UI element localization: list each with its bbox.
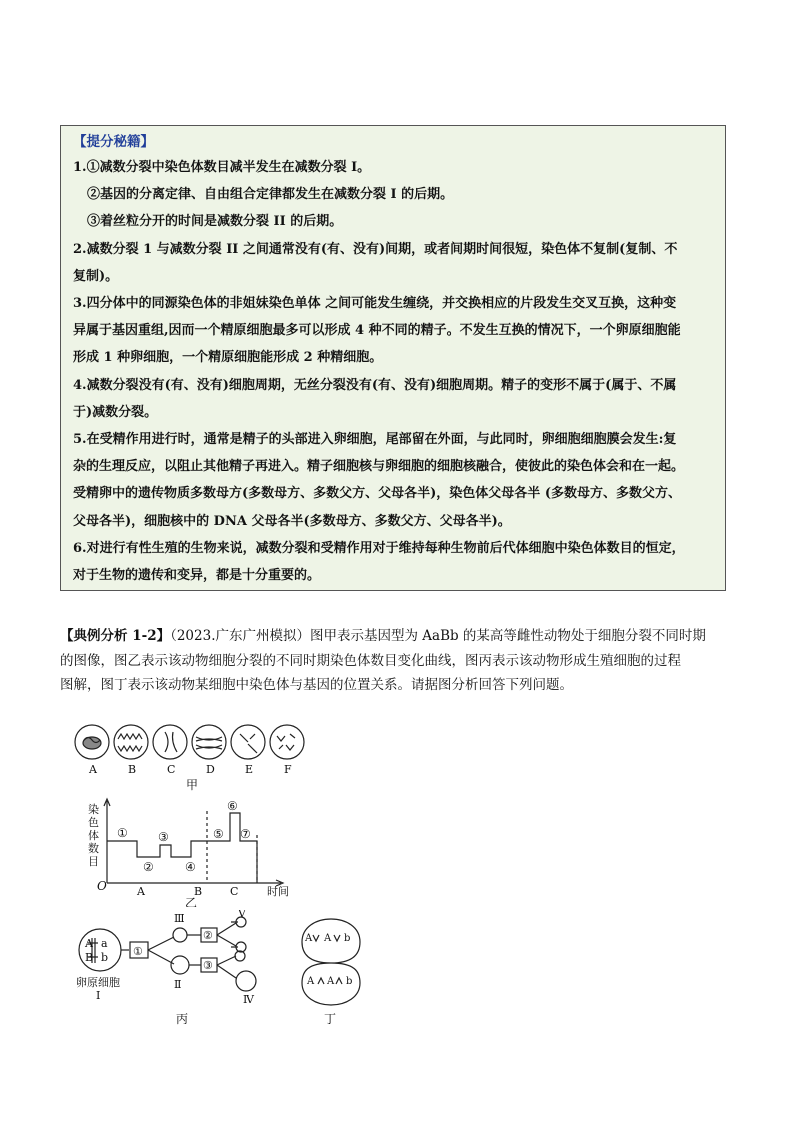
label-V: Ⅴ [238,910,246,920]
cell-f [270,725,304,759]
segment-mark-6: ⑥ [227,799,238,813]
segment-mark-4: ④ [185,860,196,874]
cell-label-b: B [128,763,137,776]
tip-line-10: 于)减数分裂。 [73,404,158,420]
x-axis-label: 时间 [267,885,289,898]
y-axis-label-3: 体 [88,829,99,842]
phase-label-a: A [137,885,145,898]
step-mark-2: ② [203,929,213,942]
ding-gene-bottom-3: b [346,976,353,987]
example-line-1 [60,624,732,649]
ding-gene-top-2: A [324,933,332,944]
tip-line-9: 4.减数分裂没有(有、没有)细胞周期，无丝分裂没有(有、没有)细胞周期。精子的变形不属于(属于、不属 [73,377,677,393]
tip-line-13: 受精卵中的遗传物质多数母方(多数母方、多数父方、父母各半)，染色体父母各半 (多数母方、多数父方、 [73,486,681,502]
phase-label-b: B [194,885,203,898]
y-axis-label-1: 染 [88,803,99,816]
figure-yi-caption: 乙 [185,896,198,907]
figure-jia [72,722,312,792]
oogonium-label: 卵原细胞 [76,976,120,989]
cell-label-a: A [89,763,97,776]
phase-label-c: C [230,885,239,898]
figure-yi [85,795,300,907]
tip-line-14: 父母各半)，细胞核中的 DNA 父母各半(多数母方、多数父方、父母各半)。 [73,513,511,529]
origin-label: O [97,879,107,893]
tip-line-3: ③着丝粒分开的时间是减数分裂 II 的后期。 [87,214,343,230]
gene-B-bottom: B [85,951,94,964]
segment-mark-3: ③ [158,830,169,844]
segment-mark-1: ① [117,826,128,840]
cell-III [173,928,187,942]
segment-mark-5: ⑤ [213,827,224,841]
y-axis-label-4: 数 [88,842,99,855]
cell-b [114,725,148,759]
tip-box-title: 【提分秘籍】 [73,134,154,150]
cell-d [192,725,226,759]
gene-A-top: A [85,937,93,950]
cell-c [153,725,187,759]
label-III: Ⅲ [174,912,185,925]
example-label: 【典例分析 1-2】 [60,628,171,644]
tip-line-2: ②基因的分离定律、自由组合定律都发生在减数分裂 I 的后期。 [87,187,454,203]
tip-line-6: 3.四分体中的同源染色体的非姐妹染色单体 之间可能发生缠绕，并交换相应的片段发生交叉互换，这种变 [73,296,677,312]
chromosome-curve [107,813,257,883]
dividing-cell-outline [302,919,360,1005]
egg-cell-IV [236,971,256,991]
cell-label-f: F [284,763,292,776]
label-IV: Ⅳ [243,993,254,1006]
oogonium-roman: I [96,989,101,1002]
figure-jia-caption: 甲 [186,778,199,792]
tip-line-15: 6.对进行有性生殖的生物来说，减数分裂和受精作用对于维持每种生物前后代体细胞中染色体数目的恒定， [73,540,685,556]
cell-label-d: D [206,763,215,776]
gene-b-bottom: b [101,951,109,964]
tip-line-11: 5.在受精作用进行时，通常是精子的头部进入卵细胞，尾部留在外面，与此同时，卵细胞细胞膜会发生:复 [73,432,677,448]
segment-mark-7: ⑦ [240,827,251,841]
tip-line-8: 形成 1 种卵细胞，一个精原细胞能形成 2 种精细胞。 [73,350,383,366]
tip-line-1: 1.①减数分裂中染色体数目减半发生在减数分裂 I。 [73,160,371,175]
step-mark-1: ① [133,945,143,958]
cell-e [231,725,265,759]
label-II: Ⅱ [174,978,182,991]
cell-label-e: E [245,763,254,776]
ding-gene-top-1: A [305,933,313,944]
figure-ding-caption: 丁 [324,1012,337,1025]
segment-mark-2: ② [143,860,154,874]
cell-a [75,725,109,759]
ding-gene-bottom-2: A [327,976,335,987]
cell-label-c: C [167,763,176,776]
tip-line-12: 杂的生理反应，以阻止其他精子再进入。精子细胞核与卵细胞的细胞核融合，使彼此的染色体会和在一起。 [73,459,685,475]
example-line-1-text: （2023.广东广州模拟）图甲表示基因型为 AaBb 的某高等雌性动物处于细胞分裂不同时期 [170,628,706,644]
y-axis-label-2: 色 [88,816,99,829]
tip-line-5: 复制)。 [73,268,119,284]
tip-line-7: 异属于基因重组,因而一个精原细胞最多可以形成 4 种不同的精子。不发生互换的情况下，一个卵原细胞能 [73,323,681,339]
step-mark-3: ③ [203,959,213,972]
branch-to-III [148,937,174,950]
oogonium-cell [79,929,121,971]
example-line-3: 图解，图丁表示该动物某细胞中染色体与基因的位置关系。请据图分析回答下列问题。 [60,677,573,693]
example-paragraph [60,624,732,698]
ding-gene-bottom-1: A [307,976,315,987]
ding-gene-top-3: b [344,933,351,944]
figure-bing [76,910,276,1030]
y-axis-label-5: 目 [88,855,99,868]
example-line-2: 的图像，图乙表示该动物细胞分裂的不同时期染色体数目变化曲线，图丙表示该动物形成生殖细胞的过程 [60,652,681,669]
figure-ding [296,915,366,1025]
cell-II [171,956,189,974]
branch-to-II [148,950,174,964]
tip-line-16: 对于生物的遗传和变异，都是十分重要的。 [73,568,321,584]
tip-line-4: 2.减数分裂 1 与减数分裂 II 之间通常没有(有、没有)间期，或者间期时间很短，染色体不复制(复制、不 [73,241,678,257]
gene-a-top: a [101,937,108,950]
figure-bing-caption: 丙 [176,1012,189,1026]
tip-box [60,125,726,591]
